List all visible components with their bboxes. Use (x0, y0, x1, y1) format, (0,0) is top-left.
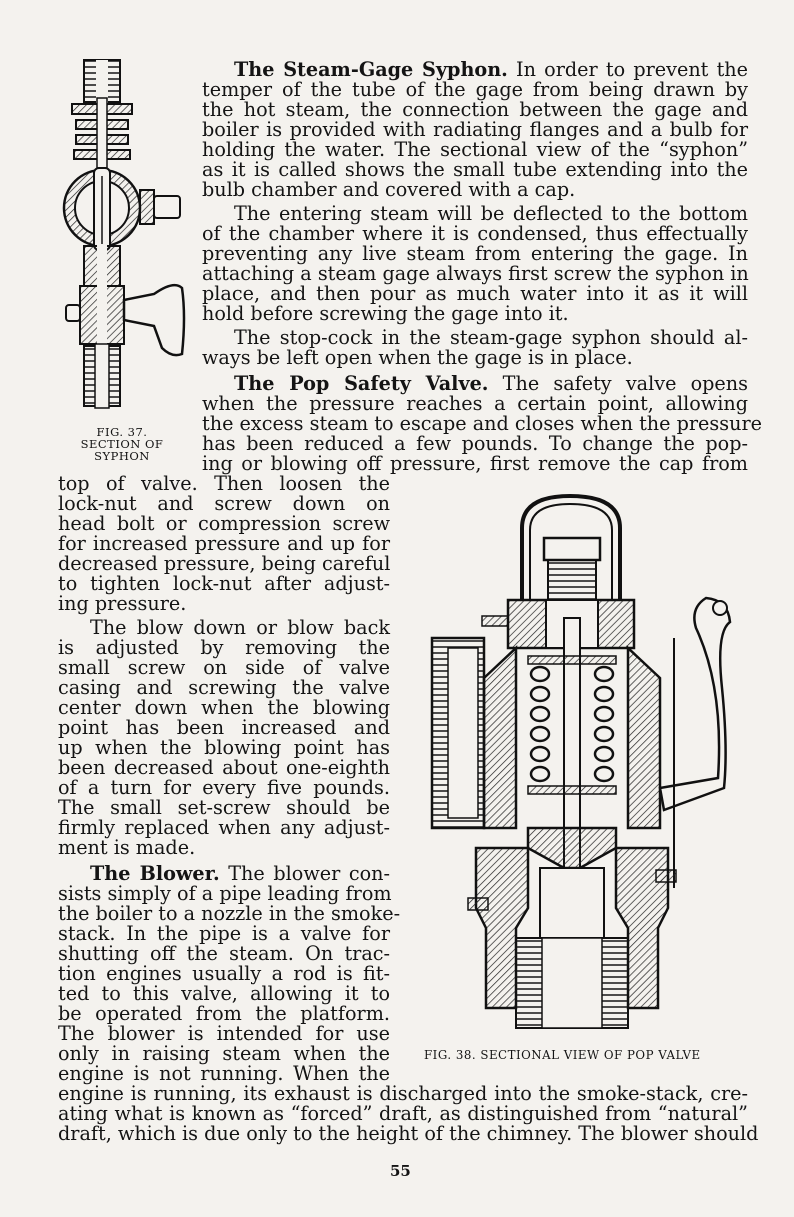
text-line: top of valve. Then loosen the (58, 472, 390, 495)
text-line: is adjusted by removing the (58, 636, 390, 659)
text-line: ted to this valve, allowing it to (58, 982, 390, 1005)
text-line: the hot steam, the connection between the gage and (202, 98, 748, 121)
text-line: boiler is provided with radiating flanges and a bulb for (202, 118, 748, 141)
text-line: head bolt or compression screw (58, 512, 390, 535)
text-line: The Pop Safety Valve. The safety valve opens (234, 372, 748, 395)
text-line: be operated from the platform. (58, 1002, 390, 1025)
text-line: small screw on side of valve (58, 656, 390, 679)
text-line: The Blower. The blower con- (90, 862, 390, 885)
text-line: center down when the blowing (58, 696, 390, 719)
text-line: ing or blowing off pressure, first remove the cap from (202, 452, 748, 475)
text-line: to tighten lock-nut after adjust- (58, 572, 390, 595)
text-line: The Steam-Gage Syphon. In order to prevent the (234, 58, 748, 81)
text-line: The stop-cock in the steam-gage syphon should al- (234, 326, 748, 349)
text-line: shutting off the steam. On trac- (58, 942, 390, 965)
text-line: The small set-screw should be (58, 796, 390, 819)
text-line: place, and then pour as much water into it as it will (202, 282, 748, 305)
text-line: The blower is intended for use (58, 1022, 390, 1045)
text-line: been decreased about one-eighth (58, 756, 390, 779)
syphon-heading: The Steam-Gage Syphon. (234, 58, 508, 81)
text-line: lock-nut and screw down on (58, 492, 390, 515)
pop-valve-heading: The Pop Safety Valve. (234, 372, 489, 395)
text-line: the excess steam to escape and closes when the pressure (202, 412, 762, 435)
text-line: has been reduced a few pounds. To change the pop- (202, 432, 748, 455)
text-line: casing and screwing the valve (58, 676, 390, 699)
text-line: when the pressure reaches a certain point, allowing (202, 392, 748, 415)
fig38-caption: FIG. 38. SECTIONAL VIEW OF POP VALVE (424, 1048, 701, 1062)
fig37-caption-2: SECTION OF (80, 437, 164, 451)
fig37-caption-1: FIG. 37. (96, 425, 148, 439)
text-line: preventing any live steam from entering the gage. In (202, 242, 748, 265)
text-line: ing pressure. (58, 592, 187, 615)
text-line: the boiler to a nozzle in the smoke- (58, 902, 401, 925)
text-line: firmly replaced when any adjust- (58, 816, 390, 839)
text-line: sists simply of a pipe leading from (58, 882, 392, 905)
text-line: as it is called shows the small tube extending into the (202, 158, 748, 181)
blower-heading: The Blower. (90, 862, 220, 885)
text-line: engine is not running. When the (58, 1062, 390, 1085)
text-line: decreased pressure, being careful (58, 552, 391, 575)
text-line: temper of the tube of the gage from being drawn by (202, 78, 748, 101)
text-line: stack. In the pipe is a valve for (58, 922, 390, 945)
text-line: tion engines usually a rod is fit- (58, 962, 390, 985)
text-line: of the chamber where it is condensed, thus effectually (202, 222, 748, 245)
text-line: The entering steam will be deflected to the bottom (234, 202, 748, 225)
text-line: draft, which is due only to the height of the chimney. The blower should (58, 1122, 759, 1145)
page-number: 55 (390, 1162, 411, 1180)
text-line: up when the blowing point has (58, 736, 390, 759)
text-line: engine is running, its exhaust is discharged into the smoke-stack, cre- (58, 1082, 748, 1105)
text-line: attaching a steam gage always first screw the syphon in (202, 262, 749, 285)
text-line: The blow down or blow back (90, 616, 390, 639)
text-line: point has been increased and (58, 716, 390, 739)
text-line: for increased pressure and up for (58, 532, 390, 555)
text-line: only in raising steam when the (58, 1042, 390, 1065)
text-line: ating what is known as “forced” draft, as distinguished from “natural” (58, 1102, 748, 1125)
text-line: bulb chamber and covered with a cap. (202, 178, 576, 201)
pop-valve-figure (424, 488, 754, 1032)
syphon-figure (62, 58, 190, 420)
text-line: of a turn for every five pounds. (58, 776, 390, 799)
fig37-caption-3: SYPHON (94, 449, 150, 463)
text-line: ment is made. (58, 836, 196, 859)
text-line: holding the water. The sectional view of the “syphon” (202, 138, 748, 161)
text-line: hold before screwing the gage into it. (202, 302, 569, 325)
text-line: ways be left open when the gage is in place. (202, 346, 633, 369)
